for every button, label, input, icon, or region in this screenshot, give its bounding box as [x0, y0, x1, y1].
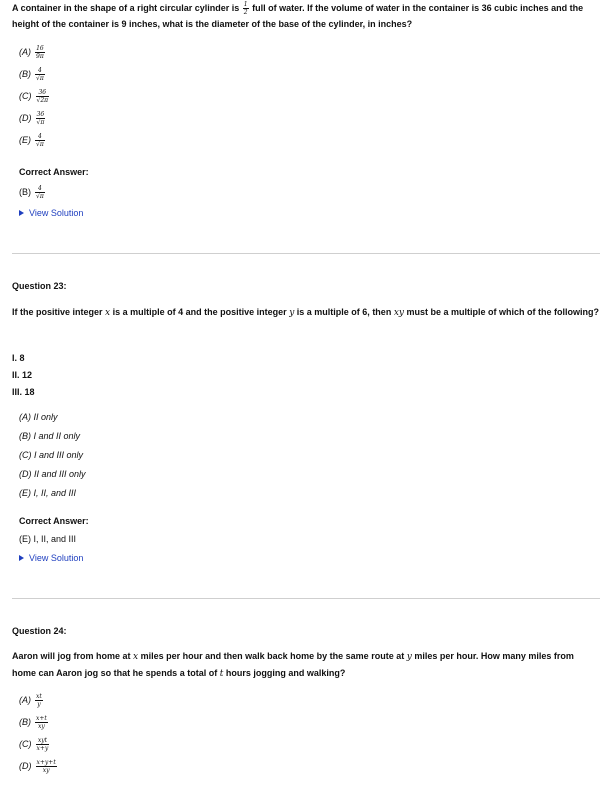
choice-item: (E) I, II, and III — [19, 487, 77, 498]
choice-letter: (B) — [19, 717, 31, 727]
disclosure-triangle-icon — [19, 555, 24, 561]
choice-letter: (A) — [19, 47, 31, 57]
q23-text-part: is a multiple of 4 and the positive integer — [112, 307, 287, 317]
choice-item: (C) I and III only — [19, 449, 84, 460]
choice-item — [19, 755, 58, 777]
frac-denominator: √π — [36, 118, 45, 126]
answer-letter: (B) — [19, 187, 31, 197]
choice-letter: (E) — [19, 135, 31, 145]
q22-text — [12, 0, 600, 32]
frac-numerator: 16 — [36, 44, 44, 52]
frac-numerator: 4 — [35, 185, 45, 193]
choice-fraction — [35, 693, 43, 708]
frac-numerator: 4 — [35, 67, 45, 75]
answer-fraction — [35, 185, 45, 200]
math-variable: t — [219, 669, 224, 679]
q24-text-part: miles per hour. How many miles from home can Aaron jog so that he spends a total of — [12, 651, 574, 678]
choice-fraction — [35, 715, 48, 730]
frac-denominator: 2 — [243, 9, 248, 17]
q22-correct-answer — [19, 181, 46, 203]
q24-text — [12, 648, 600, 682]
choice-letter: (D) — [19, 113, 32, 123]
frac-denominator: √π — [36, 140, 44, 148]
q24-text-part: miles per hour and then walk back home by the same route at — [140, 651, 405, 661]
frac-numerator: x+t — [36, 714, 47, 722]
frac-denominator: √π — [36, 74, 44, 82]
frac-numerator: 36 — [36, 110, 45, 118]
q22-correct-answer-label: Correct Answer: — [19, 167, 89, 177]
choice-item — [19, 711, 58, 733]
choice-letter: (A) — [19, 695, 31, 705]
q24-choices — [19, 689, 58, 777]
frac-denominator: y — [37, 700, 41, 708]
q23-choices — [19, 407, 86, 502]
choice-letter: (C) — [19, 91, 32, 101]
q24-heading: Question 24: — [12, 626, 67, 636]
choice-fraction — [36, 737, 50, 752]
choice-item: (B) I and II only — [19, 430, 81, 441]
choice-item — [19, 63, 50, 85]
q23-statements — [12, 350, 35, 401]
q23-view-solution-link[interactable] — [19, 553, 83, 563]
choice-item — [19, 689, 58, 711]
q23-correct-answer-label: Correct Answer: — [19, 516, 89, 526]
choice-letter: (D) — [19, 761, 32, 771]
frac-denominator: √2π — [36, 96, 49, 104]
math-variable: x — [105, 308, 111, 318]
frac-denominator: 9π — [36, 52, 44, 60]
frac-numerator: 36 — [36, 89, 50, 97]
frac-denominator: xy — [42, 766, 50, 774]
frac-denominator: xy — [38, 722, 45, 730]
math-variable: y — [289, 308, 295, 318]
q22-text-part: A container in the shape of a right circular cylinder is — [12, 3, 240, 13]
math-variable: x — [133, 652, 139, 662]
choice-fraction — [36, 89, 50, 104]
q23-text-part: If the positive integer — [12, 307, 103, 317]
choice-item — [19, 41, 50, 63]
choice-fraction — [35, 133, 45, 148]
choice-letter: (C) — [19, 739, 32, 749]
q22-fraction — [243, 1, 249, 16]
divider — [12, 253, 600, 254]
choice-item — [19, 733, 58, 755]
choice-item — [19, 85, 50, 107]
q23-heading: Question 23: — [12, 281, 67, 291]
disclosure-triangle-icon — [19, 210, 24, 216]
choice-letter: (B) — [19, 69, 31, 79]
q23-text — [12, 304, 600, 321]
frac-numerator: xyt — [36, 737, 50, 745]
frac-numerator: xt — [36, 692, 42, 700]
math-variable: xy — [393, 308, 404, 318]
view-solution-label: View Solution — [29, 208, 84, 218]
math-variable: y — [406, 652, 412, 662]
q23-text-part: must be a multiple of which of the following? — [406, 307, 600, 317]
divider — [12, 598, 600, 599]
frac-numerator: 1 — [243, 1, 248, 9]
q23-correct-answer: (E) I, II, and III — [19, 534, 77, 544]
choice-fraction — [36, 111, 46, 126]
choice-fraction — [36, 759, 57, 774]
statement: I. 8 — [12, 353, 25, 363]
choice-fraction — [35, 67, 45, 82]
choice-item: (A) II only — [19, 411, 58, 422]
frac-denominator: √π — [36, 192, 44, 200]
choice-item — [19, 107, 50, 129]
statement: III. 18 — [12, 387, 35, 397]
choice-item: (D) II and III only — [19, 468, 86, 479]
q23-text-part: is a multiple of 6, then — [296, 307, 392, 317]
q22-view-solution-link[interactable] — [19, 208, 83, 218]
q24-text-part: hours jogging and walking? — [225, 668, 346, 678]
q22-choices — [19, 41, 50, 151]
q24-text-part: Aaron will jog from home at — [12, 651, 131, 661]
frac-numerator: x+y+t — [36, 758, 56, 766]
statement: II. 12 — [12, 370, 33, 380]
frac-denominator: x+y — [36, 744, 49, 752]
frac-numerator: 4 — [35, 133, 45, 141]
q22-text-part: full of water. If the volume of water in the container is 36 cubic inches and the height of the container is 9 inches, what is the diameter of the base of the cylinder, in inches? — [12, 3, 584, 30]
choice-fraction — [35, 45, 45, 60]
view-solution-label: View Solution — [29, 553, 84, 563]
choice-item — [19, 129, 50, 151]
